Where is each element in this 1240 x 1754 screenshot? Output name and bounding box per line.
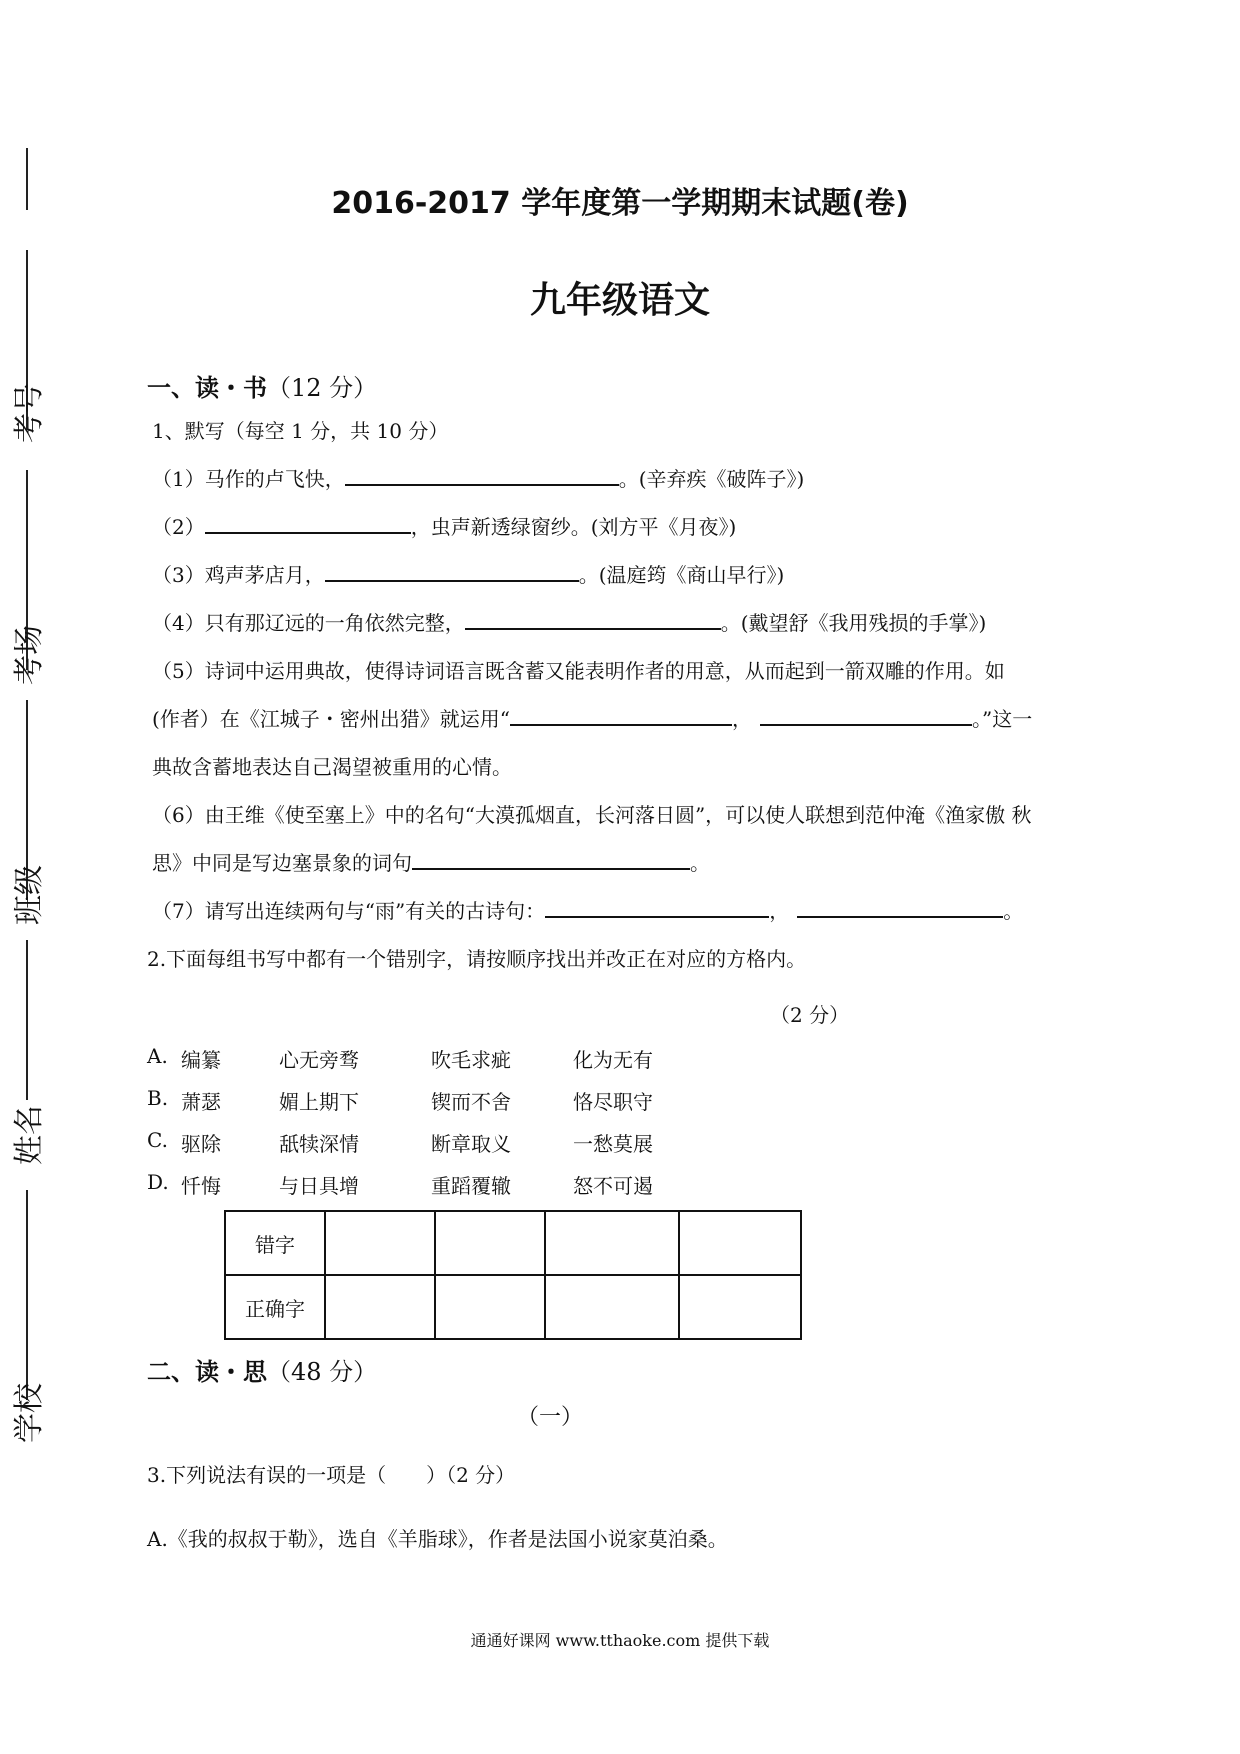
option-word: 重蹈覆辙 (431, 1174, 511, 1198)
q1-item-5-line-1: （5）诗词中运用典故，使得诗词语言既含蓄又能表明作者的用意，从而起到一箭双雕的作用。如 (152, 659, 1005, 683)
binding-label-name: 姓名 (12, 1105, 47, 1165)
option-word: 忏悔 (181, 1174, 221, 1198)
q1-intro: 1、默写（每空 1 分，共 10 分） (152, 419, 449, 443)
q1-item-2-text: （2） (152, 515, 205, 539)
q1-item-6-tail: 。 (690, 851, 710, 875)
q1-item-4-source: 。(戴望舒《我用残损的手掌》) (720, 611, 987, 635)
option-word: 一愁莫展 (573, 1132, 653, 1156)
q1-item-3-text: （3）鸡声茅店月， (152, 563, 325, 587)
q1-item-5-line-2 (152, 704, 1032, 734)
option-word: 恪尽职守 (573, 1090, 653, 1114)
q2-points: （2 分） (770, 1003, 850, 1027)
section-1-points: （12 分） (267, 374, 378, 402)
answer-cell[interactable] (679, 1211, 801, 1275)
option-letter: C. (147, 1128, 168, 1152)
option-letter: B. (147, 1086, 169, 1110)
q1-item-4 (152, 608, 986, 638)
answer-blank[interactable] (465, 608, 721, 630)
section-2-part-label: （一） (516, 1405, 583, 1430)
q1-item-5-text: (作者）在《江城子・密州出猎》就运用“ (152, 707, 511, 731)
q1-item-6-line-1: （6）由王维《使至塞上》中的名句“大漠孤烟直，长河落日圆”，可以使人联想到范仲淹《渔家傲 秋 (152, 803, 1032, 827)
option-word: 编纂 (181, 1048, 221, 1072)
q3-option-a: A.《我的叔叔于勒》，选自《羊脂球》，作者是法国小说家莫泊桑。 (147, 1527, 728, 1551)
answer-blank[interactable] (325, 560, 579, 582)
answer-cell[interactable] (545, 1211, 679, 1275)
answer-blank[interactable] (510, 704, 732, 726)
option-word: 吹毛求疵 (431, 1048, 511, 1072)
answer-blank[interactable] (545, 896, 769, 918)
q1-item-6-text: 思》中同是写边塞景象的词句 (152, 851, 412, 875)
section-1-heading (147, 368, 377, 403)
q1-item-7 (152, 896, 1023, 926)
answer-blank[interactable] (760, 704, 972, 726)
answer-blank[interactable] (797, 896, 1003, 918)
answer-cell[interactable] (325, 1275, 435, 1339)
option-word: 断章取义 (431, 1132, 511, 1156)
q1-item-2 (152, 512, 736, 542)
option-word: 怒不可遏 (573, 1174, 653, 1198)
answer-grid-row-wrong (225, 1211, 801, 1275)
option-word: 舐犊深情 (279, 1132, 359, 1156)
answer-blank[interactable] (205, 512, 411, 534)
q1-item-3-source: 。(温庭筠《商山早行》) (578, 563, 785, 587)
q1-item-1-source: 。(辛弃疾《破阵子》) (618, 467, 805, 491)
q1-item-3 (152, 560, 784, 590)
answer-blank[interactable] (345, 464, 619, 486)
q1-item-5-comma: ， (732, 707, 753, 731)
option-word: 与日具增 (279, 1174, 359, 1198)
q1-item-4-text: （4）只有那辽远的一角依然完整， (152, 611, 465, 635)
q1-item-5-tail: 。”这一 (972, 707, 1033, 731)
option-word: 驱除 (181, 1132, 221, 1156)
option-letter: D. (147, 1170, 169, 1194)
q1-item-6-line-2 (152, 848, 710, 878)
answer-cell[interactable] (679, 1275, 801, 1339)
answer-cell[interactable] (435, 1275, 545, 1339)
binding-label-exam-number: 考号 (12, 383, 47, 443)
option-letter: A. (147, 1044, 168, 1068)
section-2-heading (147, 1352, 377, 1387)
section-1-title: 一、读・书 (147, 374, 267, 402)
answer-cell[interactable] (435, 1211, 545, 1275)
answer-cell[interactable] (545, 1275, 679, 1339)
option-word: 媚上期下 (279, 1090, 359, 1114)
option-word: 心无旁骛 (279, 1048, 359, 1072)
binding-line (26, 1190, 28, 1400)
section-2-title: 二、读・思 (147, 1358, 267, 1386)
exam-title: 2016-2017 学年度第一学期期末试题(卷) (331, 186, 909, 221)
q3-prompt: 3.下列说法有误的一项是（ ）（2 分） (147, 1463, 516, 1487)
q1-item-7-tail: 。 (1003, 899, 1024, 923)
q1-item-5-line-3: 典故含蓄地表达自己渴望被重用的心情。 (152, 755, 512, 779)
option-word: 化为无有 (573, 1048, 653, 1072)
binding-line (26, 940, 28, 1100)
answer-grid-row-label: 错字 (225, 1211, 325, 1275)
q1-item-2-source: ，虫声新透绿窗纱。(刘方平《月夜》) (410, 515, 737, 539)
q2-prompt: 2.下面每组书写中都有一个错别字，请按顺序找出并改正在对应的方格内。 (147, 947, 807, 971)
binding-label-school: 学校 (12, 1383, 47, 1443)
option-word: 萧瑟 (181, 1090, 221, 1114)
answer-grid (224, 1210, 802, 1340)
option-word: 锲而不舍 (431, 1090, 511, 1114)
q1-item-1 (152, 464, 804, 494)
answer-grid-row-label: 正确字 (225, 1275, 325, 1339)
answer-blank[interactable] (412, 848, 690, 870)
page-footer: 通通好课网 www.tthaoke.com 提供下载 (470, 1631, 770, 1650)
q1-item-1-text: （1）马作的卢飞快， (152, 467, 345, 491)
exam-subtitle: 九年级语文 (529, 280, 710, 321)
answer-cell[interactable] (325, 1211, 435, 1275)
binding-label-exam-room: 考场 (12, 625, 47, 685)
binding-label-class: 班级 (12, 865, 47, 925)
q1-item-7-text: （7）请写出连续两句与“雨”有关的古诗句： (152, 899, 546, 923)
section-2-points: （48 分） (267, 1358, 378, 1386)
q1-item-7-comma: ， (769, 899, 790, 923)
answer-grid-row-correct (225, 1275, 801, 1339)
